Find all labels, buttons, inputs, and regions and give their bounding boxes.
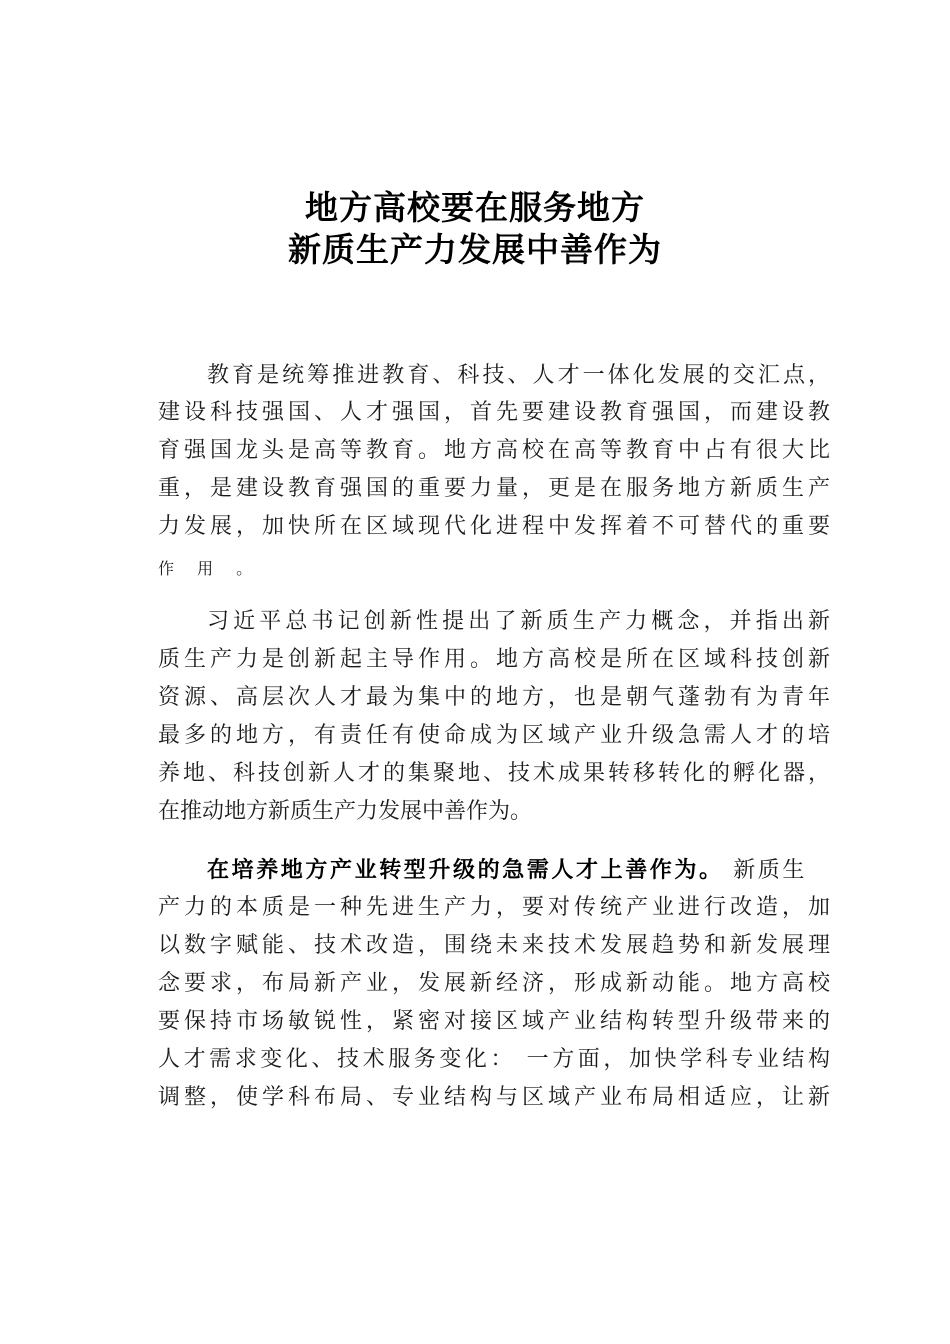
paragraph-1-line: 力发展，加快所在区域现代化进程中发挥着不可替代的重要 [158,514,830,539]
paragraph-1-line: 育强国龙头是高等教育。地方高校在高等教育中占有很大比 [158,438,830,463]
paragraph-3-line: 念要求，布局新产业，发展新经济，形成新动能。地方高校 [158,971,830,996]
paragraph-3-lead-continuation: 新质生 [723,858,808,883]
paragraph-3-line: 产力的本质是一种先进生产力，要对传统产业进行改造，加 [158,895,830,920]
paragraph-3-line: 要保持市场敏锐性，紧密对接区域产业结构转型升级带来的 [158,1009,830,1034]
paragraph-2-line: 养地、科技创新人才的集聚地、技术成果转移转化的孵化器， [158,761,830,786]
paragraph-3-first-line [207,853,830,887]
paragraph-2-line: 最多的地方，有责任有使命成为区域产业升级急需人才的培 [158,723,830,748]
document-title-line-2: 新质生产力发展中善作为 [288,230,662,269]
paragraph-2-line: 资源、高层次人才最为集中的地方，也是朝气蓬勃有为青年 [158,685,830,710]
paragraph-3-line: 以数字赋能、技术改造，围绕未来技术发展趋势和新发展理 [158,933,830,958]
paragraph-1-line: 重，是建设教育强国的重要力量，更是在服务地方新质生产 [158,476,830,501]
paragraph-1-line: 教育是统筹推进教育、科技、人才一体化发展的交汇点， [207,363,830,388]
paragraph-3-line: 调整，使学科布局、专业结构与区域产业布局相适应，让新 [158,1085,830,1110]
paragraph-2-line: 习近平总书记创新性提出了新质生产力概念，并指出新 [207,609,830,634]
document-title-line-1: 地方高校要在服务地方 [305,188,645,227]
paragraph-3-line: 人才需求变化、技术服务变化： 一方面，加快学科专业结构 [158,1047,830,1072]
paragraph-2-line: 在推动地方新质生产力发展中善作为。 [158,799,533,824]
paragraph-3-lead-sentence: 在培养地方产业转型升级的急需人才上善作为。 [207,857,724,883]
paragraph-2-line: 质生产力是创新起主导作用。地方高校是所在区域科技创新 [158,647,830,672]
paragraph-1-line: 作 用 。 [158,559,262,578]
paragraph-1-line: 建设科技强国、人才强国，首先要建设教育强国，而建设教 [158,400,830,425]
